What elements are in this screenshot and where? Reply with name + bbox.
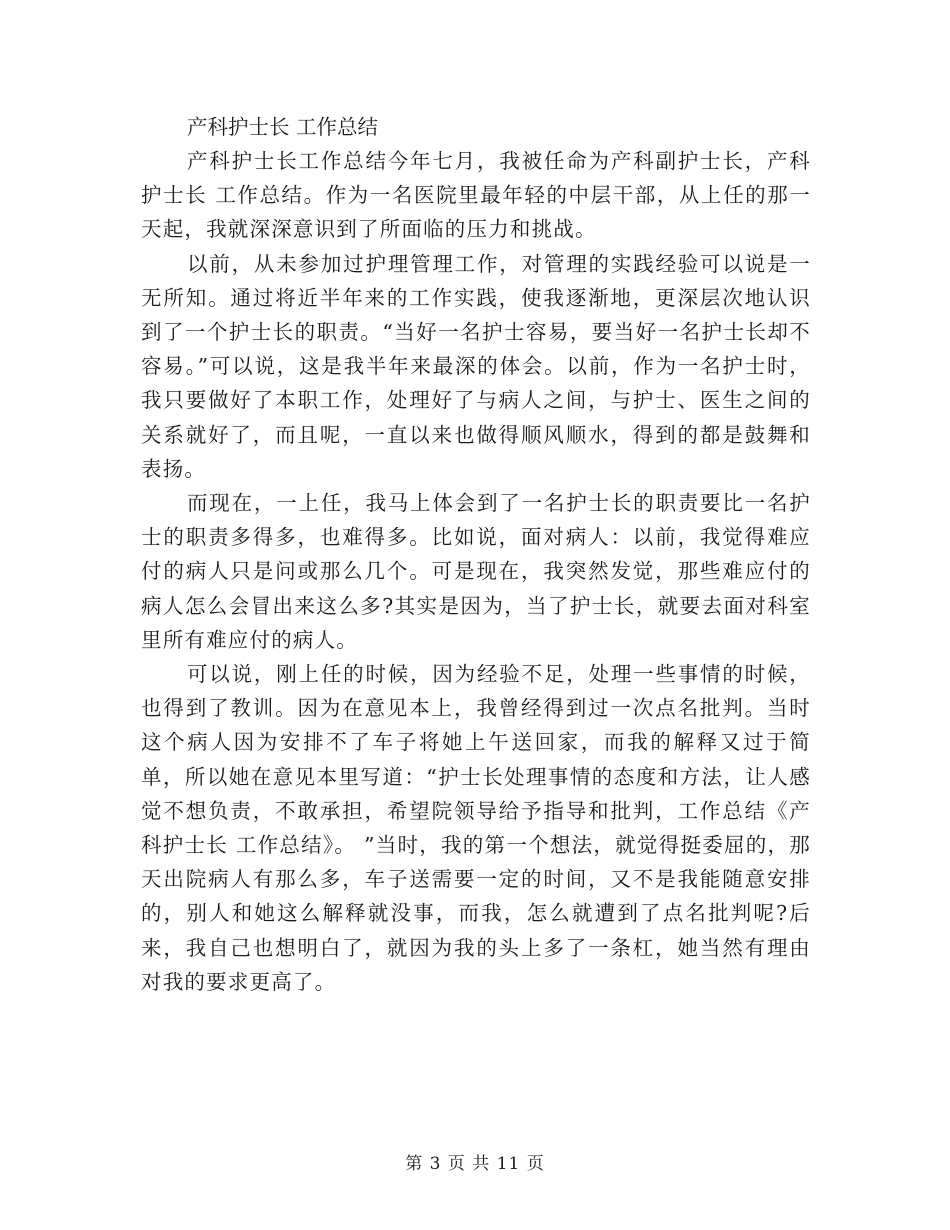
document-body [141,110,811,999]
document-title: 产科护士长 工作总结 [187,115,379,139]
paragraph-2: 以前，从未参加过护理管理工作，对管理的实践经验可以说是一无所知。通过将近半年来的工作实践，使我逐渐地，更深层次地认识到了一个护士长的职责。“当好一名护士容易，要当好一名护士长却不容易。”可以说，这是我半年来最深的体会。以前，作为一名护士时，我只要做好了本职工作，处理好了与病人之间，与护士、医生之间的关系就好了，而且呢，一直以来也做得顺风顺水，得到的都是鼓舞和表扬。 [141,251,811,481]
paragraph-4: 可以说，刚上任的时候，因为经验不足，处理一些事情的时候，也得到了教训。因为在意见本上，我曾经得到过一次点名批判。当时这个病人因为安排不了车子将她上午送回家，而我的解释又过于简单，所以她在意见本里写道：“护士长处理事情的态度和方法，让人感觉不想负责，不敢承担，希望院领导给予指导和批判，工作总结《产科护士长 工作总结》。 ”当时，我的第一个想法，就觉得挺委屈的，那天出院病人有那么多，车子送需要一定的时间，又不是我能随意安排的，别人和她这么解释就没事，而我，怎么就遭到了点名批判呢?后来，我自己也想明白了，就因为我的头上多了一条杠，她当然有理由对我的要求更高了。 [141,662,811,994]
paragraph-1: 产科护士长工作总结今年七月，我被任命为产科副护士长，产科护士长 工作总结。作为一名医院里最年轻的中层干部，从上任的那一天起，我就深深意识到了所面临的压力和挑战。 [141,149,811,242]
paragraph-3: 而现在，一上任，我马上体会到了一名护士长的职责要比一名护士的职责多得多，也难得多。比如说，面对病人：以前，我觉得难应付的病人只是问或那么几个。可是现在，我突然发觉，那些难应付的病人怎么会冒出来这么多?其实是因为，当了护士长，就要去面对科室里所有难应付的病人。 [141,491,811,652]
page-number-footer: 第 3 页 共 11 页 [405,1154,545,1174]
